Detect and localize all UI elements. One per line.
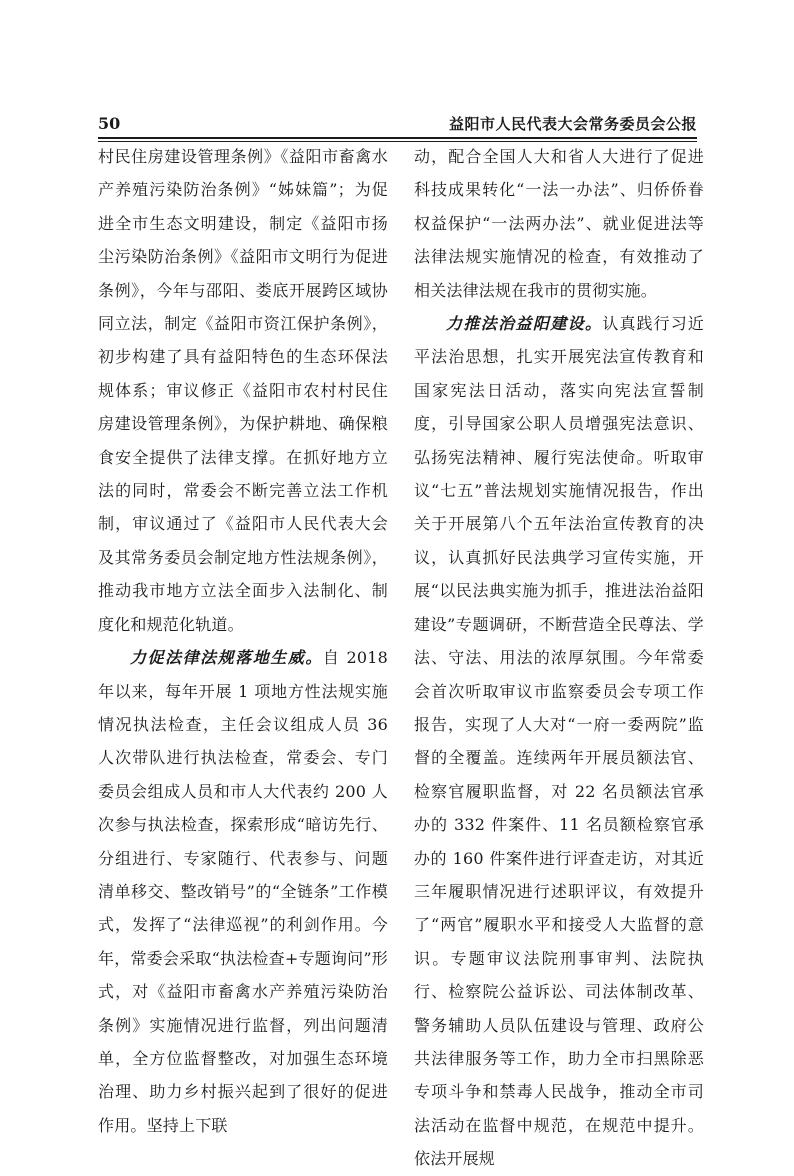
paragraph: [98, 641, 388, 1142]
paragraph-body: 自 2018 年以来，每年开展 1 项地方性法规实施情况执法检查，主任会议组成人员 36 人次带队进行执法检查，常委会、专门委员会组成人员和市人大代表约 200 人次参与执法检查，探索形成“暗访先行、分组进行、专家随行、代表参与、问题清单移交、整改销号”的“全链条”工作模式，发挥了“法律巡视”的利剑作用。今年，常委会采取“执法检查+专题询问”形式，对《益阳市畜禽水产养殖污染防治条例》实施情况进行监督，列出问题清单，全方位监督整改，对加强生态环境治理、助力乡村振兴起到了很好的促进作用。坚持上下联: [98, 648, 388, 1135]
paragraph: 动，配合全国人大和省人大进行了促进科技成果转化“一法一办法”、归侨侨眷权益保护“一法两办法”、就业促进法等法律法规实施情况的检查，有效推动了相关法律法规在我市的贯彻实施。: [414, 147, 704, 300]
paragraph: 村民住房建设管理条例》《益阳市畜禽水产养殖污染防治条例》“姊妹篇”；为促进全市生态文明建设，制定《益阳市扬尘污染防治条例》《益阳市文明行为促进条例》，今年与邵阳、娄底开展跨区域协同立法，制定《益阳市资江保护条例》，初步构建了具有益阳特色的生态环保法规体系；审议修正《益阳市农村村民住房建设管理条例》，为保护耕地、确保粮食安全提供了法律支撑。在抓好地方立法的同时，常委会不断完善立法工作机制，审议通过了《益阳市人民代表大会及其常务委员会制定地方性法规条例》，推动我市地方立法全面步入法制化、制度化和规范化轨道。: [98, 147, 388, 634]
left-column: [98, 140, 388, 1142]
journal-title: 益阳市人民代表大会常务委员会公报: [448, 115, 697, 133]
page-header: [98, 112, 697, 136]
right-column: [414, 140, 704, 1176]
header-rule-thick: [98, 137, 697, 139]
paragraph: [414, 307, 704, 1176]
page-number: 50: [98, 114, 121, 133]
paragraph-body: 认真践行习近平法治思想，扎实开展宪法宣传教育和国家宪法日活动，落实向宪法宣誓制度，引导国家公职人员增强宪法意识、弘扬宪法精神、履行宪法使命。听取审议“七五”普法规划实施情况报告，作出关于开展第八个五年法治宣传教育的决议，认真抓好民法典学习宣传实施，开展“以民法典实施为抓手，推进法治益阳建设”专题调研，不断营造全民尊法、学法、守法、用法的浓厚氛围。今年常委会首次听取审议市监察委员会专项工作报告，实现了人大对“一府一委两院”监督的全覆盖。连续两年开展员额法官、检察官履职监督，对 22 名员额法官承办的 332 件案件、11 名员额检察官承办的 160 件案件进行评查走访，对其近三年履职情况进行述职评议，有效提升了“两官”履职水平和接受人大监督的意识。专题审议法院刑事审判、法院执行、检察院公益诉讼、司法体制改革、警务辅助人员队伍建设与管理、政府公共法律服务等工作，助力全市扫黑除恶专项斗争和禁毒人民战争，推动全市司法活动在监督中规范，在规范中提升。依法开展规: [414, 314, 704, 1169]
paragraph-lead-heading: 力推法治益阳建设。: [446, 314, 603, 334]
paragraph-lead-heading: 力促法律法规落地生威。: [130, 648, 323, 668]
